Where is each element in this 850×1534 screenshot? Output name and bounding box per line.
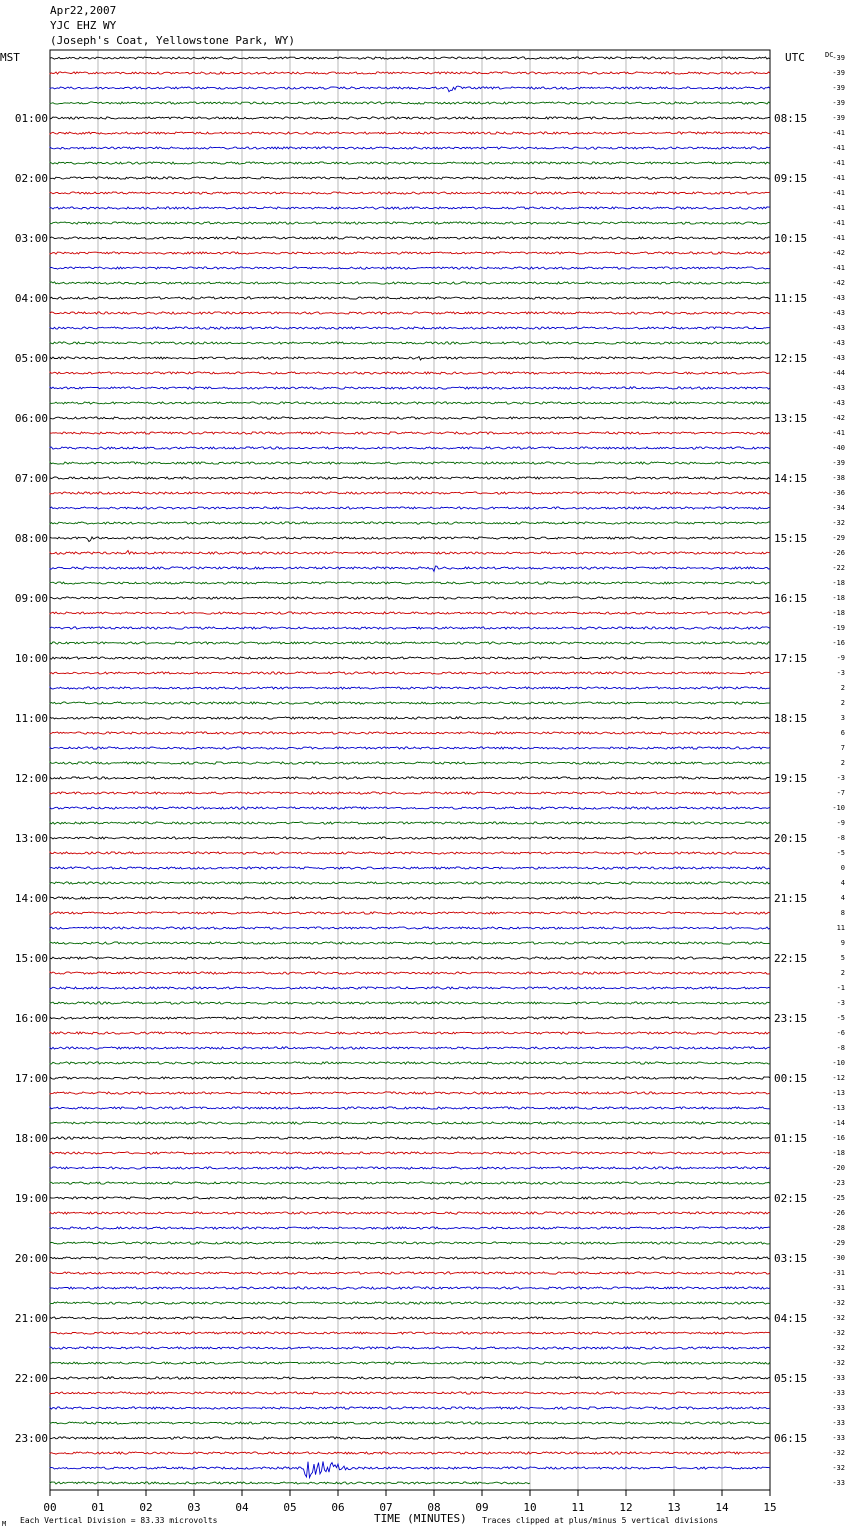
- x-tick-label: 14: [715, 1501, 729, 1514]
- dc-offset-label: -18: [832, 1149, 845, 1157]
- utc-time-label: 06:15: [774, 1432, 808, 1445]
- x-tick-label: 08: [427, 1501, 441, 1514]
- trace-line: [50, 1107, 770, 1109]
- trace-line: [50, 1212, 770, 1214]
- utc-time-label: 10:15: [774, 232, 808, 245]
- x-tick-label: 15: [763, 1501, 777, 1514]
- trace-line: [50, 927, 770, 929]
- trace-line: [50, 1062, 770, 1064]
- x-tick-label: 13: [667, 1501, 681, 1514]
- trace-line: [50, 162, 770, 164]
- x-tick-label: 03: [187, 1501, 201, 1514]
- dc-offset-label: -44: [832, 369, 845, 377]
- mst-time-label: 21:00: [14, 1312, 48, 1325]
- trace-line: [50, 462, 770, 464]
- x-axis-title: TIME (MINUTES): [374, 1512, 467, 1525]
- mst-time-label: 03:00: [14, 232, 48, 245]
- dc-offset-label: -33: [832, 1419, 845, 1427]
- trace-line: [50, 1092, 770, 1094]
- x-tick-label: 09: [475, 1501, 489, 1514]
- trace-line: [50, 117, 770, 119]
- trace-line: [50, 1002, 770, 1004]
- mst-time-label: 15:00: [14, 952, 48, 965]
- trace-line: [50, 507, 770, 509]
- x-tick-label: 01: [91, 1501, 105, 1514]
- dc-offset-label: -43: [832, 309, 845, 317]
- trace-line: [50, 1377, 770, 1379]
- dc-offset-label: -39: [832, 114, 845, 122]
- mst-time-label: 13:00: [14, 832, 48, 845]
- trace-line: [50, 837, 770, 839]
- utc-time-label: 01:15: [774, 1132, 808, 1145]
- x-tick-label: 06: [331, 1501, 345, 1514]
- dc-offset-label: -8: [836, 1044, 845, 1052]
- trace-line: [50, 86, 770, 92]
- dc-offset-label: -16: [832, 639, 845, 647]
- x-tick-label: 10: [523, 1501, 537, 1514]
- mst-time-label: 17:00: [14, 1072, 48, 1085]
- dc-offset-label: -41: [832, 129, 845, 137]
- dc-offset-label: 2: [840, 969, 845, 977]
- trace-line: [50, 1017, 770, 1019]
- trace-line: [50, 642, 770, 644]
- trace-line: [50, 252, 770, 254]
- dc-offset-label: -33: [832, 1479, 845, 1487]
- dc-offset-label: -10: [832, 804, 845, 812]
- dc-offset-label: -41: [832, 159, 845, 167]
- trace-line: [50, 672, 770, 674]
- mst-time-label: 10:00: [14, 652, 48, 665]
- dc-offset-label: -39: [832, 84, 845, 92]
- dc-offset-label: -6: [836, 1029, 845, 1037]
- trace-line: [50, 357, 770, 361]
- x-tick-label: 04: [235, 1501, 249, 1514]
- dc-offset-label: -33: [832, 1434, 845, 1442]
- dc-offset-label: -38: [832, 474, 845, 482]
- dc-offset-label: -32: [832, 1314, 845, 1322]
- clip-note: Traces clipped at plus/minus 5 vertical divisions: [482, 1516, 719, 1525]
- utc-time-label: 19:15: [774, 772, 808, 785]
- utc-time-label: 18:15: [774, 712, 808, 725]
- trace-line: [50, 1362, 770, 1364]
- mst-time-label: 11:00: [14, 712, 48, 725]
- trace-line: [50, 957, 770, 959]
- dc-offset-label: -42: [832, 249, 845, 257]
- dc-axis-label: DC: [825, 51, 834, 59]
- dc-offset-label: -3: [836, 999, 845, 1007]
- dc-offset-label: -12: [832, 1074, 845, 1082]
- dc-offset-label: -29: [832, 1239, 845, 1247]
- utc-time-label: 16:15: [774, 592, 808, 605]
- dc-offset-label: -33: [832, 1404, 845, 1412]
- left-axis-label: MST: [0, 51, 20, 64]
- dc-offset-label: 3: [840, 714, 845, 722]
- trace-line: [50, 1227, 770, 1229]
- trace-line: [50, 687, 770, 689]
- dc-offset-label: -32: [832, 1344, 845, 1352]
- dc-offset-label: -43: [832, 354, 845, 362]
- trace-line: [50, 702, 770, 704]
- dc-offset-label: 2: [840, 699, 845, 707]
- dc-offset-label: -43: [832, 339, 845, 347]
- trace-line: [50, 897, 770, 899]
- dc-offset-label: -25: [832, 1194, 845, 1202]
- mst-time-label: 02:00: [14, 172, 48, 185]
- dc-offset-label: -9: [836, 654, 845, 662]
- dc-offset-label: 2: [840, 684, 845, 692]
- utc-time-label: 17:15: [774, 652, 808, 665]
- trace-line: [50, 717, 770, 719]
- trace-line: [50, 477, 770, 479]
- trace-line: [50, 1152, 770, 1154]
- trace-line: [50, 1257, 770, 1259]
- dc-offset-label: -7: [836, 789, 845, 797]
- dc-offset-label: -42: [832, 414, 845, 422]
- trace-line: [50, 1137, 770, 1139]
- dc-offset-label: -39: [832, 69, 845, 77]
- trace-line: [50, 822, 770, 824]
- dc-offset-label: -41: [832, 429, 845, 437]
- mst-time-label: 20:00: [14, 1252, 48, 1265]
- trace-line: [50, 807, 770, 809]
- utc-time-label: 08:15: [774, 112, 808, 125]
- dc-offset-label: -3: [836, 774, 845, 782]
- dc-offset-label: -13: [832, 1104, 845, 1112]
- trace-line: [50, 447, 770, 449]
- x-tick-label: 11: [571, 1501, 585, 1514]
- trace-line: [50, 1272, 770, 1274]
- dc-offset-label: -22: [832, 564, 845, 572]
- mst-time-label: 07:00: [14, 472, 48, 485]
- trace-line: [50, 1347, 770, 1349]
- trace-line: [50, 342, 770, 344]
- utc-time-label: 20:15: [774, 832, 808, 845]
- trace-line: [50, 147, 770, 149]
- trace-line: [50, 102, 770, 104]
- dc-offset-label: -14: [832, 1119, 845, 1127]
- trace-line: [50, 1462, 770, 1478]
- trace-line: [50, 1167, 770, 1169]
- dc-offset-label: -41: [832, 189, 845, 197]
- trace-line: [50, 267, 770, 269]
- dc-offset-label: -5: [836, 1014, 845, 1022]
- dc-offset-label: -26: [832, 549, 845, 557]
- trace-line: [50, 1407, 770, 1409]
- trace-line: [50, 432, 770, 434]
- mst-time-label: 14:00: [14, 892, 48, 905]
- trace-line: [50, 492, 770, 494]
- x-tick-label: 12: [619, 1501, 633, 1514]
- dc-offset-label: -13: [832, 1089, 845, 1097]
- dc-offset-label: 5: [840, 954, 845, 962]
- trace-line: [50, 387, 770, 389]
- dc-offset-label: -40: [832, 444, 845, 452]
- dc-offset-label: 6: [840, 729, 845, 737]
- mst-time-label: 01:00: [14, 112, 48, 125]
- utc-time-label: 04:15: [774, 1312, 808, 1325]
- trace-line: [50, 132, 770, 134]
- dc-offset-label: -39: [832, 459, 845, 467]
- mst-time-label: 19:00: [14, 1192, 48, 1205]
- dc-offset-label: -32: [832, 519, 845, 527]
- dc-offset-label: -3: [836, 669, 845, 677]
- utc-time-label: 11:15: [774, 292, 808, 305]
- trace-line: [50, 282, 770, 284]
- dc-offset-label: -41: [832, 174, 845, 182]
- trace-line: [50, 207, 770, 209]
- mst-time-label: 22:00: [14, 1372, 48, 1385]
- trace-line: [50, 1032, 770, 1034]
- dc-offset-label: -32: [832, 1359, 845, 1367]
- trace-line: [50, 882, 770, 884]
- trace-line: [50, 327, 770, 329]
- mst-time-label: 16:00: [14, 1012, 48, 1025]
- trace-line: [50, 1077, 770, 1079]
- chart-location: (Joseph's Coat, Yellowstone Park, WY): [50, 34, 296, 47]
- trace-line: [50, 852, 770, 854]
- scale-note: Each Vertical Division = 83.33 microvolts: [20, 1516, 218, 1525]
- trace-line: [50, 1122, 770, 1124]
- corner-mark: M: [2, 1520, 7, 1528]
- trace-line: [50, 192, 770, 194]
- utc-time-label: 03:15: [774, 1252, 808, 1265]
- utc-time-label: 05:15: [774, 1372, 808, 1385]
- trace-line: [50, 912, 770, 914]
- dc-offset-label: -19: [832, 624, 845, 632]
- trace-line: [50, 942, 770, 944]
- mst-time-label: 12:00: [14, 772, 48, 785]
- trace-line: [50, 657, 770, 659]
- dc-offset-label: -43: [832, 399, 845, 407]
- trace-line: [50, 72, 770, 74]
- trace-line: [50, 1047, 770, 1049]
- utc-time-label: 00:15: [774, 1072, 808, 1085]
- dc-offset-label: -43: [832, 294, 845, 302]
- trace-line: [50, 732, 770, 734]
- trace-line: [50, 1422, 770, 1424]
- x-tick-label: 02: [139, 1501, 153, 1514]
- trace-line: [50, 402, 770, 404]
- mst-time-label: 05:00: [14, 352, 48, 365]
- dc-offset-label: 9: [840, 939, 845, 947]
- utc-time-label: 12:15: [774, 352, 808, 365]
- dc-offset-label: -33: [832, 1389, 845, 1397]
- trace-line: [50, 777, 770, 779]
- trace-line: [50, 1392, 770, 1394]
- dc-offset-label: 0: [840, 864, 845, 872]
- dc-offset-label: -43: [832, 384, 845, 392]
- trace-line: [50, 551, 770, 555]
- trace-line: [50, 987, 770, 989]
- dc-offset-label: -18: [832, 609, 845, 617]
- dc-offset-label: -20: [832, 1164, 845, 1172]
- dc-offset-label: -1: [836, 984, 845, 992]
- dc-offset-label: -16: [832, 1134, 845, 1142]
- utc-time-label: 09:15: [774, 172, 808, 185]
- trace-line: [50, 522, 770, 524]
- mst-time-label: 08:00: [14, 532, 48, 545]
- dc-offset-label: -31: [832, 1284, 845, 1292]
- trace-line: [50, 566, 770, 571]
- trace-line: [50, 747, 770, 749]
- plot-frame: [50, 50, 770, 1490]
- x-tick-label: 00: [43, 1501, 57, 1514]
- dc-offset-label: -29: [832, 534, 845, 542]
- dc-offset-label: 11: [836, 924, 845, 932]
- dc-offset-label: -8: [836, 834, 845, 842]
- dc-offset-label: 2: [840, 759, 845, 767]
- trace-line: [50, 1197, 770, 1199]
- dc-offset-label: -33: [832, 1374, 845, 1382]
- trace-line: [50, 372, 770, 374]
- dc-offset-label: -32: [832, 1329, 845, 1337]
- dc-offset-label: -28: [832, 1224, 845, 1232]
- dc-offset-label: 8: [840, 909, 845, 917]
- trace-line: [50, 627, 770, 629]
- dc-offset-label: -5: [836, 849, 845, 857]
- dc-offset-label: -41: [832, 264, 845, 272]
- trace-line: [50, 1182, 770, 1184]
- mst-time-label: 23:00: [14, 1432, 48, 1445]
- utc-time-label: 14:15: [774, 472, 808, 485]
- dc-offset-label: -23: [832, 1179, 845, 1187]
- trace-line: [50, 57, 770, 59]
- dc-offset-label: -10: [832, 1059, 845, 1067]
- dc-offset-label: -34: [832, 504, 845, 512]
- dc-offset-label: -39: [832, 54, 845, 62]
- dc-offset-label: -30: [832, 1254, 845, 1262]
- chart-station: YJC EHZ WY: [50, 19, 117, 32]
- dc-offset-label: -18: [832, 594, 845, 602]
- utc-time-label: 23:15: [774, 1012, 808, 1025]
- mst-time-label: 18:00: [14, 1132, 48, 1145]
- dc-offset-label: -41: [832, 219, 845, 227]
- trace-line: [50, 1332, 770, 1334]
- utc-time-label: 13:15: [774, 412, 808, 425]
- dc-offset-label: -31: [832, 1269, 845, 1277]
- dc-offset-label: -32: [832, 1464, 845, 1472]
- trace-line: [50, 792, 770, 794]
- dc-offset-label: -26: [832, 1209, 845, 1217]
- trace-line: [50, 612, 770, 614]
- trace-line: [50, 417, 770, 419]
- trace-line: [50, 237, 770, 239]
- mst-time-label: 09:00: [14, 592, 48, 605]
- dc-offset-label: -9: [836, 819, 845, 827]
- dc-offset-label: -43: [832, 324, 845, 332]
- trace-line: [50, 1437, 770, 1439]
- trace-line: [50, 177, 770, 179]
- trace-line: [50, 1452, 770, 1454]
- utc-time-label: 02:15: [774, 1192, 808, 1205]
- dc-offset-label: -32: [832, 1449, 845, 1457]
- dc-offset-label: -41: [832, 234, 845, 242]
- utc-time-label: 22:15: [774, 952, 808, 965]
- right-axis-label: UTC: [785, 51, 805, 64]
- trace-line: [50, 1242, 770, 1244]
- dc-offset-label: -32: [832, 1299, 845, 1307]
- x-tick-label: 05: [283, 1501, 297, 1514]
- trace-line: [50, 222, 770, 224]
- mst-time-label: 06:00: [14, 412, 48, 425]
- trace-line: [50, 537, 770, 542]
- utc-time-label: 15:15: [774, 532, 808, 545]
- dc-offset-label: -41: [832, 144, 845, 152]
- trace-line: [50, 1317, 770, 1319]
- dc-offset-label: -18: [832, 579, 845, 587]
- mst-time-label: 04:00: [14, 292, 48, 305]
- trace-line: [50, 312, 770, 314]
- trace-line: [50, 762, 770, 764]
- dc-offset-label: -41: [832, 204, 845, 212]
- dc-offset-label: -42: [832, 279, 845, 287]
- dc-offset-label: -39: [832, 99, 845, 107]
- x-tick-label: 07: [379, 1501, 393, 1514]
- trace-line: [50, 1302, 770, 1304]
- trace-line: [50, 972, 770, 974]
- trace-line: [50, 1287, 770, 1289]
- trace-line: [50, 867, 770, 869]
- trace-line: [50, 582, 770, 584]
- utc-time-label: 21:15: [774, 892, 808, 905]
- trace-line: [50, 597, 770, 599]
- trace-line: [50, 297, 770, 299]
- dc-offset-label: -36: [832, 489, 845, 497]
- chart-date: Apr22,2007: [50, 4, 117, 17]
- dc-offset-label: 4: [840, 894, 845, 902]
- dc-offset-label: 7: [840, 744, 845, 752]
- dc-offset-label: 4: [840, 879, 845, 887]
